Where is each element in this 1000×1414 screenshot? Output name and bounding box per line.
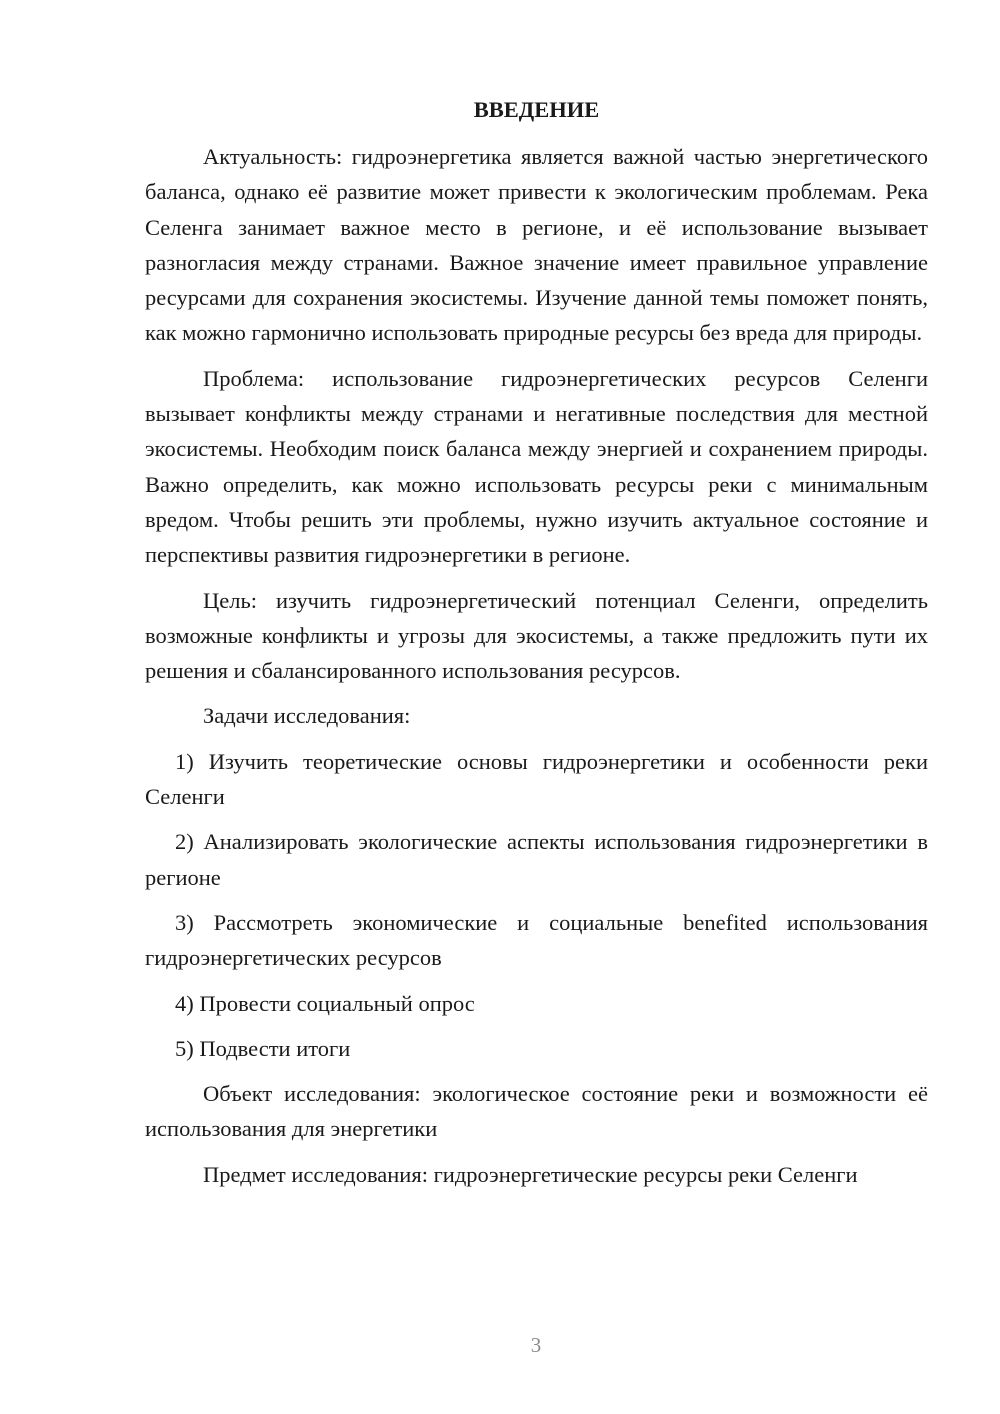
task-item: 2) Анализировать экологические аспекты использования гидроэнергетики в регионе [145,829,928,890]
tasks-heading: Задачи исследования: [203,703,411,729]
subject-paragraph: Предмет исследования: гидроэнергетические ресурсы реки Селенги [203,1161,858,1187]
task-item: 1) Изучить теоретические основы гидроэнергетики и особенности реки Селенги [145,748,928,810]
goal-paragraph: Цель: изучить гидроэнергетический потенциал Селенги, определить возможные конфликты и угрозы для экосистемы, а также предложить пути их решения и сбалансированного использования ресурсов. [145,587,928,684]
object-paragraph: Объект исследования: экологическое состояние реки и возможности её использования для энергетики [145,1081,928,1142]
relevance-paragraph: Актуальность: гидроэнергетика является важной частью энергетического баланса, однако её развитие может привести к экологическим проблемам. Река Селенга занимает важное место в регионе, и её использование вызывает разногласия между странами. Важное значение имеет правильное управление ресурсами для сохранения экосистемы. Изучение данной темы поможет понять, как можно гармонично использовать природные ресурсы без вреда для природы. [145,144,928,346]
page-title: ВВЕДЕНИЕ [473,97,600,122]
task-item: 5) Подвести итоги [175,1035,351,1061]
problem-paragraph: Проблема: использование гидроэнергетических ресурсов Селенги вызывает конфликты между странами и негативные последствия для местной экосистемы. Необходим поиск баланса между энергией и сохранением природы. Важно определить, как можно использовать ресурсы реки с минимальным вредом. Чтобы решить эти проблемы, нужно изучить актуальное состояние и перспективы развития гидроэнергетики в регионе. [145,365,928,568]
task-item: 4) Провести социальный опрос [175,990,475,1016]
page-number: 3 [530,1333,542,1357]
task-item: 3) Рассмотреть экономические и социальные benefited использования гидроэнергетических ресурсов [145,909,928,971]
page-content [145,92,928,1192]
